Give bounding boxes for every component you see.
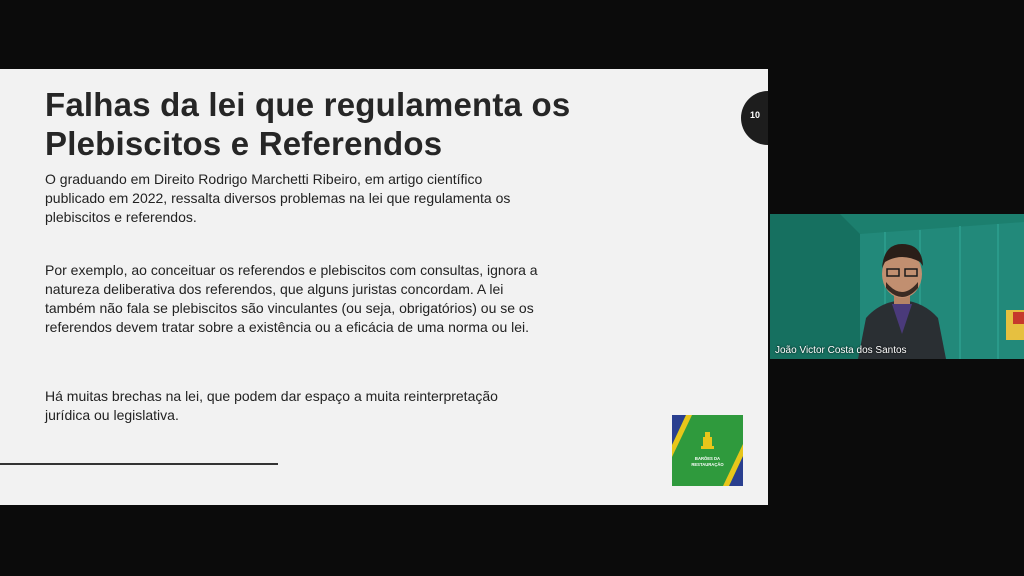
participant-video-feed (770, 214, 1024, 359)
slide-paragraph-3: Há muitas brechas na lei, que podem dar espaço a muita reinterpretação jurídica ou legislativa. (45, 388, 498, 423)
logo-text-line-2: RESTAURAÇÃO (691, 462, 724, 467)
shared-slide (0, 69, 768, 505)
slide-paragraph-1: O graduando em Direito Rodrigo Marchetti Ribeiro, em artigo científico publicado em 2022, ressalta diversos problemas na lei que regulamenta os plebiscitos e referendos. (45, 171, 511, 225)
page-number: 10 (750, 110, 761, 120)
participant-video-tile[interactable] (770, 214, 1024, 359)
slide-title: Falhas da lei que regulamenta os Plebiscitos e Referendos (45, 86, 571, 162)
slide-divider-line (0, 463, 278, 465)
baroes-da-restauracao-logo (672, 415, 743, 486)
logo-text-line-1: BARÕES DA (694, 456, 721, 461)
slide-paragraph-2: Por exemplo, ao conceituar os referendos e plebiscitos com consultas, ignora a natureza deliberativa dos referendos, que alguns juristas concordam. A lei também não fala se plebiscitos são vinculantes (ou seja, obrigatórios) ou se os referendos devem tratar sobre a existência ou a eficácia de uma norma ou lei. (45, 262, 538, 335)
participant-name-label: João Victor Costa dos Santos (775, 345, 907, 356)
